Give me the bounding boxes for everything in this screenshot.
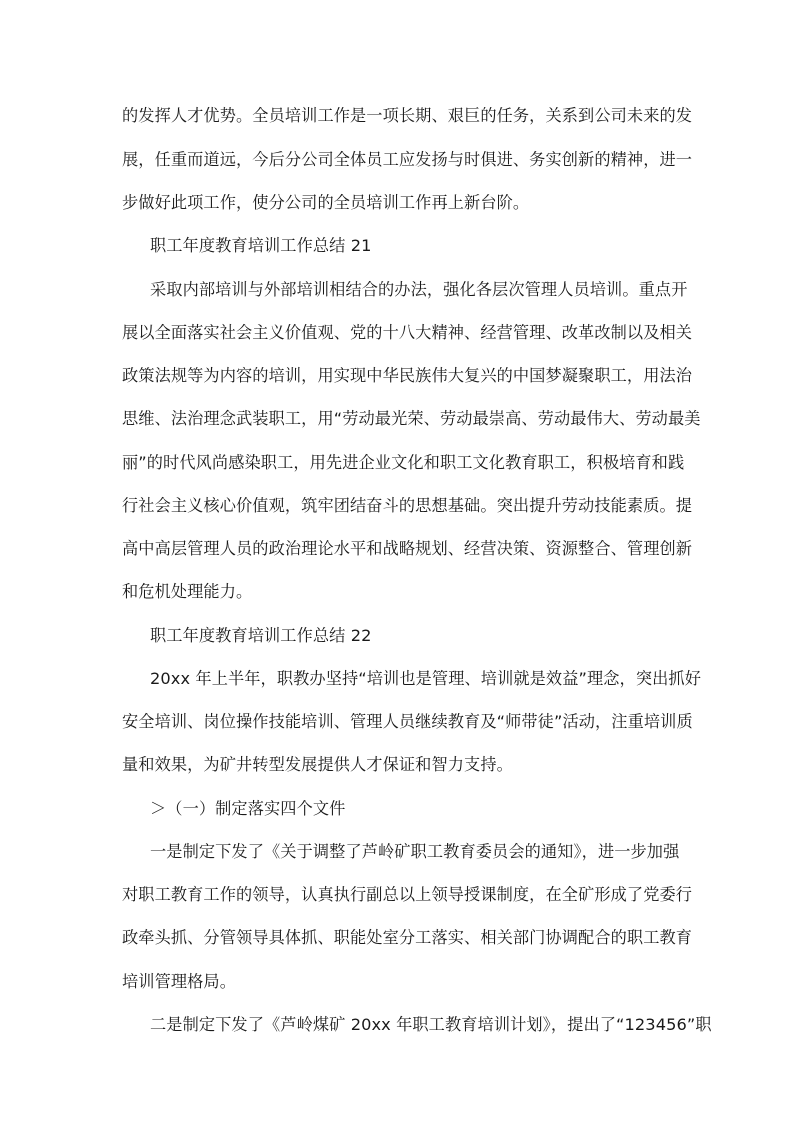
paragraph-line: 高中高层管理人员的政治理论水平和战略规划、经营决策、资源整合、管理创新	[122, 539, 693, 558]
section-heading: 职工年度教育培训工作总结 21	[150, 236, 372, 255]
paragraph-line: 行社会主义核心价值观，筑牢团结奋斗的思想基础。突出提升劳动技能素质。提	[122, 496, 693, 515]
paragraph-line: 对职工教育工作的领导，认真执行副总以上领导授课制度，在全矿形成了党委行	[122, 885, 693, 904]
paragraph-line: 丽”的时代风尚感染职工，用先进企业文化和职工文化教育职工，积极培育和践	[122, 453, 685, 472]
subsection-heading: ＞（一）制定落实四个文件	[150, 799, 346, 818]
paragraph-line: 安全培训、岗位操作技能培训、管理人员继续教育及“师带徒”活动，注重培训质	[122, 712, 693, 731]
paragraph-line: 思维、法治理念武装职工，用“劳动最光荣、劳动最崇高、劳动最伟大、劳动最美	[122, 409, 701, 428]
section-heading: 职工年度教育培训工作总结 22	[150, 626, 372, 645]
paragraph-line: 展以全面落实社会主义价值观、党的十八大精神、经营管理、改革改制以及相关	[122, 323, 693, 342]
paragraph-line: 政牵头抓、分管领导具体抓、职能处室分工落实、相关部门协调配合的职工教育	[122, 928, 693, 947]
paragraph-line: 的发挥人才优势。全员培训工作是一项长期、艰巨的任务，关系到公司未来的发	[122, 106, 693, 125]
paragraph-line: 20xx 年上半年，职教办坚持“培训也是管理、培训就是效益”理念，突出抓好	[150, 669, 701, 688]
paragraph-line: 和危机处理能力。	[122, 582, 253, 601]
paragraph-line: 采取内部培训与外部培训相结合的办法，强化各层次管理人员培训。重点开	[150, 280, 688, 299]
paragraph-line: 二是制定下发了《芦岭煤矿 20xx 年职工教育培训计划》，提出了“123456”职	[150, 1015, 712, 1034]
paragraph-line: 展，任重而道远，今后分公司全体员工应发扬与时俱进、务实创新的精神，进一	[122, 150, 693, 169]
paragraph-line: 一是制定下发了《关于调整了芦岭矿职工教育委员会的通知》，进一步加强	[150, 842, 680, 861]
paragraph-line: 培训管理格局。	[122, 972, 237, 991]
paragraph-line: 量和效果，为矿井转型发展提供人才保证和智力支持。	[122, 755, 513, 774]
paragraph-line: 步做好此项工作，使分公司的全员培训工作再上新台阶。	[122, 193, 530, 212]
paragraph-line: 政策法规等为内容的培训，用实现中华民族伟大复兴的中国梦凝聚职工，用法治	[122, 366, 693, 385]
